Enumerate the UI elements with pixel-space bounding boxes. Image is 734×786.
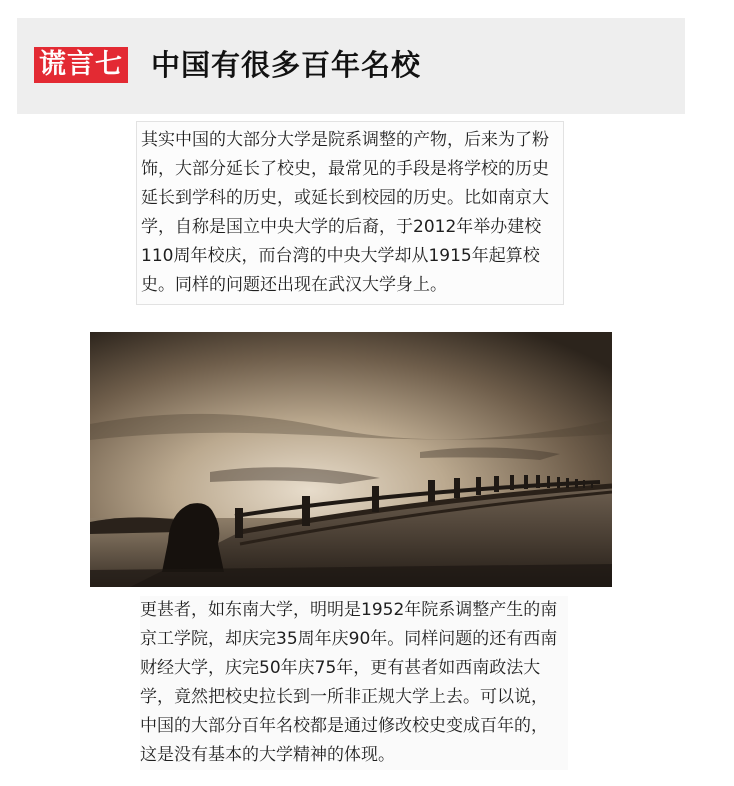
heading-banner [17, 18, 685, 114]
section-tag: 谎言七 [34, 47, 128, 83]
bridge-photo [90, 332, 612, 587]
section-title: 中国有很多百年名校 [151, 48, 422, 82]
paragraph-conclusion: 更甚者，如东南大学，明明是1952年院系调整产生的南京工学院，却庆完35周年庆90年。同样问题的还有西南财经大学，庆完50年庆75年，更有甚者如西南政法大学，竟然把校史拉长到一所非正规大学上去。可以说，中国的大部分百年名校都是通过修改校史变成百年的，这是没有基本的大学精神的体现。 [140, 596, 568, 770]
paragraph-intro: 其实中国的大部分大学是院系调整的产物，后来为了粉饰，大部分延长了校史，最常见的手段是将学校的历史延长到学科的历史，或延长到校园的历史。比如南京大学，自称是国立中央大学的后裔，于2012年举办建校110周年校庆，而台湾的中央大学却从1915年起算校史。同样的问题还出现在武汉大学身上。 [136, 121, 564, 305]
